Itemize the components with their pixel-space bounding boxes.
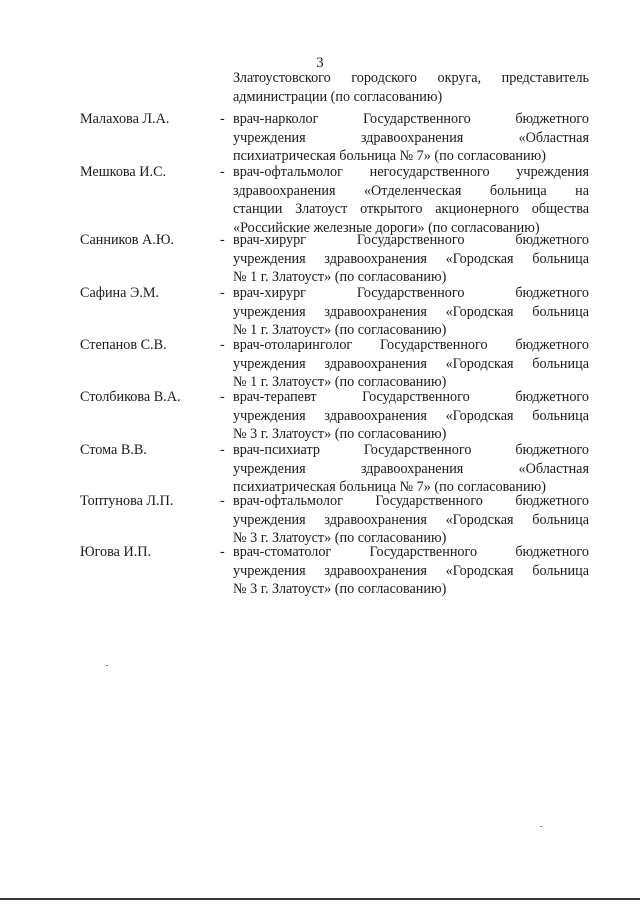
position-line: № 1 г. Златоуст» (по согласованию) <box>233 374 447 390</box>
position-line: врач-терапевт Государственного бюджетного <box>233 389 589 405</box>
position-line: учреждения здравоохранения «Областная <box>233 460 589 477</box>
member-name: Столбикова В.А. <box>80 389 181 405</box>
member-position <box>233 231 589 287</box>
position-line: учреждения здравоохранения «Городская больница <box>233 250 589 267</box>
position-line: № 3 г. Златоуст» (по согласованию) <box>233 530 447 546</box>
position-line: учреждения здравоохранения «Городская больница <box>233 562 589 579</box>
intro-line: администрации (по согласованию) <box>233 88 443 105</box>
intro-line: Златоустовского городского округа, представитель <box>233 70 589 86</box>
member-name: Мешкова И.С. <box>80 164 167 180</box>
position-line: врач-психиатр Государственного бюджетного <box>233 442 589 458</box>
position-line: врач-стоматолог Государственного бюджетного <box>233 544 589 560</box>
position-line: врач-хирург Государственного бюджетного <box>233 232 589 248</box>
position-line: психиатрическая больница № 7» (по согласованию) <box>233 148 546 164</box>
position-line: № 3 г. Златоуст» (по согласованию) <box>233 581 447 597</box>
member-position <box>233 441 589 497</box>
scan-speck <box>106 665 108 666</box>
dash-separator: - <box>220 232 225 248</box>
position-line: № 3 г. Златоуст» (по согласованию) <box>233 426 447 442</box>
position-line: учреждения здравоохранения «Городская больница <box>233 355 589 372</box>
member-name: Малахова Л.А. <box>80 111 170 127</box>
scan-speck <box>540 826 542 827</box>
dash-separator: - <box>220 111 225 127</box>
member-name: Югова И.П. <box>80 544 152 560</box>
position-line: врач-офтальмолог негосударственного учреждения <box>233 164 589 180</box>
member-name: Стома В.В. <box>80 442 147 458</box>
position-line: учреждения здравоохранения «Городская больница <box>233 511 589 528</box>
member-position <box>233 336 589 392</box>
position-line: врач-отоларинголог Государственного бюджетного <box>233 337 589 353</box>
scan-bottom-edge <box>0 898 640 900</box>
position-line: врач-офтальмолог Государственного бюджетного <box>233 493 589 509</box>
member-name: Санников А.Ю. <box>80 232 174 248</box>
member-position <box>233 110 589 166</box>
position-line: учреждения здравоохранения «Областная <box>233 129 589 146</box>
member-position <box>233 163 589 237</box>
member-name: Топтунова Л.П. <box>80 493 174 509</box>
position-line: врач-хирург Государственного бюджетного <box>233 285 589 301</box>
position-line: здравоохранения «Отделенческая больница на <box>233 182 589 199</box>
member-name: Сафина Э.М. <box>80 285 160 301</box>
dash-separator: - <box>220 544 225 560</box>
dash-separator: - <box>220 389 225 405</box>
intro-paragraph <box>233 69 589 106</box>
member-position <box>233 388 589 444</box>
dash-separator: - <box>220 285 225 301</box>
dash-separator: - <box>220 493 225 509</box>
member-name: Степанов С.В. <box>80 337 167 353</box>
member-position <box>233 543 589 599</box>
position-line: учреждения здравоохранения «Городская больница <box>233 303 589 320</box>
position-line: психиатрическая больница № 7» (по согласованию) <box>233 479 546 495</box>
dash-separator: - <box>220 442 225 458</box>
position-line: «Российские железные дороги» (по согласованию) <box>233 219 540 236</box>
member-position <box>233 492 589 548</box>
position-line: № 1 г. Златоуст» (по согласованию) <box>233 322 447 338</box>
page-number: 3 <box>316 55 324 71</box>
position-line: учреждения здравоохранения «Городская больница <box>233 407 589 424</box>
dash-separator: - <box>220 337 225 353</box>
position-line: станции Златоуст открытого акционерного общества <box>233 201 589 217</box>
position-line: № 1 г. Златоуст» (по согласованию) <box>233 269 447 285</box>
position-line: врач-нарколог Государственного бюджетного <box>233 111 589 127</box>
member-position <box>233 284 589 340</box>
dash-separator: - <box>220 164 225 180</box>
